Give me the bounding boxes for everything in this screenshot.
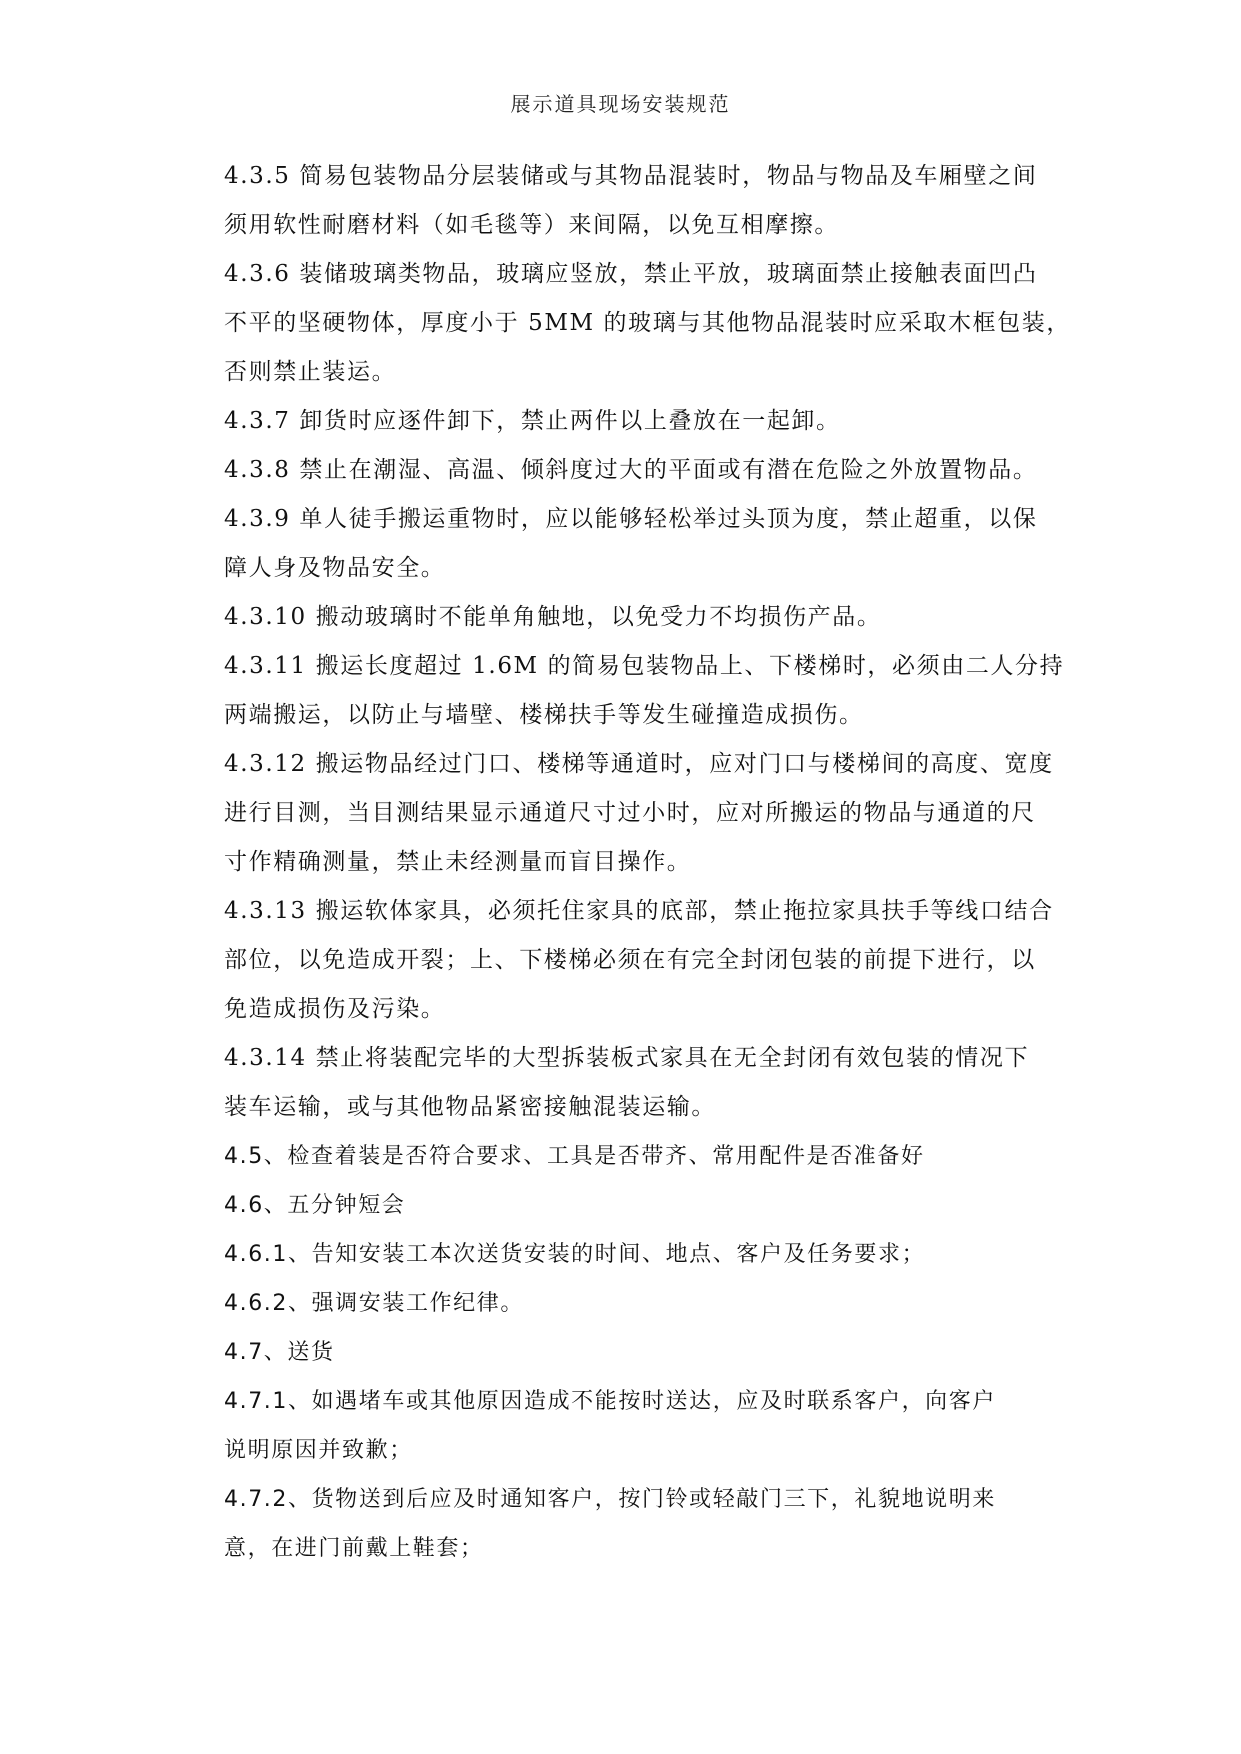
- text-line: 4.3.9 单人徒手搬运重物时，应以能够轻松举过头顶为度，禁止超重，以保: [224, 506, 1038, 532]
- paragraph-4-6-2: [224, 1279, 1044, 1328]
- text-line: 4.3.7 卸货时应逐件卸下，禁止两件以上叠放在一起卸。: [224, 408, 841, 434]
- text-line: 4.6.1、告知安装工本次送货安装的时间、地点、客户及任务要求；: [224, 1242, 926, 1267]
- text-line: 4.3.10 搬动玻璃时不能单角触地，以免受力不均损伤产品。: [224, 604, 882, 630]
- text-line: 否则禁止装运。: [224, 359, 397, 385]
- paragraph-4-3-6: [224, 250, 1071, 397]
- paragraph-4-3-7: [224, 397, 1044, 446]
- paragraph-4-3-11: [224, 642, 1065, 740]
- text-line: 4.5、检查着装是否符合要求、工具是否带齐、常用配件是否准备好: [224, 1144, 925, 1169]
- text-line: 两端搬运，以防止与墙壁、楼梯扶手等发生碰撞造成损伤。: [224, 702, 864, 728]
- paragraph-4-5: [224, 1132, 1044, 1181]
- text-line: 说明原因并致歉；: [224, 1438, 413, 1463]
- paragraph-4-3-9: [224, 495, 1044, 593]
- text-line: 4.3.14 禁止将装配完毕的大型拆装板式家具在无全封闭有效包装的情况下: [224, 1045, 1030, 1071]
- text-line: 意，在进门前戴上鞋套；: [224, 1536, 484, 1561]
- text-line: 部位，以免造成开裂；上、下楼梯必须在有完全封闭包装的前提下进行，以: [224, 947, 1036, 973]
- paragraph-4-3-12: [224, 740, 1054, 887]
- text-line: 4.3.8 禁止在潮湿、高温、倾斜度过大的平面或有潜在危险之外放置物品。: [224, 457, 1038, 483]
- text-line: 须用软性耐磨材料（如毛毯等）来间隔，以免互相摩擦。: [224, 212, 839, 238]
- text-line: 进行目测，当目测结果显示通道尺寸过小时，应对所搬运的物品与通道的尺: [224, 800, 1036, 826]
- text-line: 免造成损伤及污染。: [224, 996, 446, 1022]
- paragraph-4-3-5: [224, 152, 1044, 250]
- paragraph-4-7-1: [224, 1377, 1044, 1475]
- document-body: [224, 152, 1071, 1573]
- text-line: 4.3.11 搬运长度超过 1.6M 的简易包装物品上、下楼梯时，必须由二人分持: [224, 653, 1065, 679]
- text-line: 4.6、五分钟短会: [224, 1193, 406, 1218]
- page-header-title: 展示道具现场安装规范: [510, 92, 731, 116]
- text-line: 不平的坚硬物体，厚度小于 5MM 的玻璃与其他物品混装时应采取木框包装，: [224, 310, 1071, 336]
- text-line: 障人身及物品安全。: [224, 555, 446, 581]
- paragraph-4-7-2: [224, 1475, 1044, 1573]
- text-line: 4.6.2、强调安装工作纪律。: [224, 1291, 524, 1316]
- text-line: 4.7.1、如遇堵车或其他原因造成不能按时送达，应及时联系客户，向客户: [224, 1389, 996, 1414]
- paragraph-4-3-10: [224, 593, 1044, 642]
- text-line: 4.7.2、货物送到后应及时通知客户，按门铃或轻敲门三下，礼貌地说明来: [224, 1487, 996, 1512]
- paragraph-4-3-14: [224, 1034, 1044, 1132]
- paragraph-4-7: [224, 1328, 1044, 1377]
- text-line: 4.3.5 简易包装物品分层装储或与其物品混装时，物品与物品及车厢壁之间: [224, 163, 1038, 189]
- text-line: 4.7、送货: [224, 1340, 335, 1365]
- text-line: 寸作精确测量，禁止未经测量而盲目操作。: [224, 849, 692, 875]
- text-line: 4.3.13 搬运软体家具，必须托住家具的底部，禁止拖拉家具扶手等线口结合: [224, 898, 1054, 924]
- text-line: 4.3.12 搬运物品经过门口、楼梯等通道时，应对门口与楼梯间的高度、宽度: [224, 751, 1054, 777]
- paragraph-4-3-13: [224, 887, 1054, 1034]
- paragraph-4-6: [224, 1181, 1044, 1230]
- text-line: 装车运输，或与其他物品紧密接触混装运输。: [224, 1094, 716, 1120]
- paragraph-4-3-8: [224, 446, 1044, 495]
- paragraph-4-6-1: [224, 1230, 1044, 1279]
- text-line: 4.3.6 装储玻璃类物品，玻璃应竖放，禁止平放，玻璃面禁止接触表面凹凸: [224, 261, 1038, 287]
